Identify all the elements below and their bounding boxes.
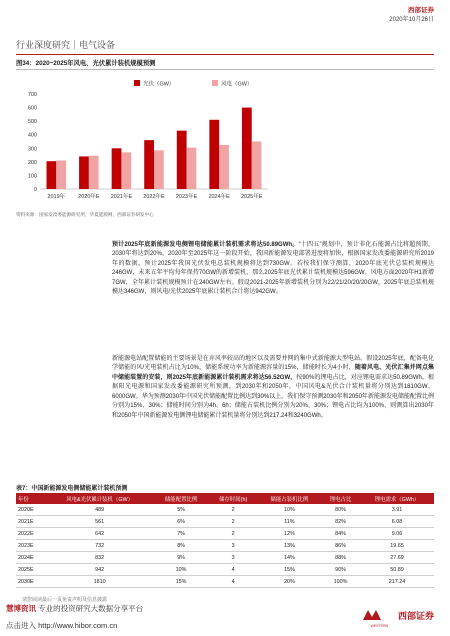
table-cell: 2020E [16,504,46,516]
table-cell: 90% [321,564,360,576]
logo-text: 西部证券 [397,611,434,621]
bar-wind-0 [56,161,66,190]
table-cell: 50.89 [360,564,434,576]
brand-header: 西部证券 [408,7,434,14]
bar-wind-6 [252,142,262,190]
p2-run-0: 新能源电站配置储能的主要场景是在弃风率较高的地区以及需要并网的集中式新能源大型电站。假设2025年底，配备电化学储能的风/光电装机占比为10%，储能系统功率为新能源容量的15%，储能时长为4小时， [112,356,434,372]
bar-pv-6 [242,108,252,189]
bar-pv-5 [209,120,219,189]
table-header-cell: 储能配置比例 [153,493,208,504]
table-cell: 2024E [16,552,46,564]
p2-run-2: 按90%的锂电占比，对应锂电需求达50.89GWh。根据阳光电源和国家发改委能源研究所预测，到2030年和2050年，中国风电&光伏合计装机量将分别达到1810GW、6000GW。华为预测2030年中国光伏储能配置比例达到30%以上，我们保守预测2030年和2050年新能源发电储能配置比例分别为15%、30%；储能时间分别为4h、6h；储能占装机比例分别为20%、30%；锂电占比均为100%，则测算出2030年和2050年中国新能源发电侧锂电储能累计装机量将分别达到217.24和3240GWh。 [112,374,434,419]
table-cell: 84% [321,528,360,540]
table-cell: 6% [153,516,208,528]
table-cell: 4 [209,564,258,576]
y-tick-label: 400 [27,132,37,139]
table-row [16,528,434,540]
table-cell: 5% [153,504,208,516]
footer-link[interactable]: 点击进入 http://www.hibor.com.cn [6,621,118,630]
table-cell: 14% [258,552,321,564]
bar-pv-3 [144,140,154,189]
capacity-bar-chart [16,72,276,210]
table-cell: 82% [321,516,360,528]
table-cell: 10% [153,564,208,576]
table-cell: 86% [321,540,360,552]
table-cell: 2030E [16,576,46,588]
footer-brand: 慧博资讯 [6,604,36,613]
disclaimer-note: 请您阅读最后一页免责声明及信息披露 [22,597,108,603]
bar-pv-4 [177,131,187,189]
table-header-cell: 风电&光伏累计装机（GW） [46,493,154,504]
footer-banner [6,603,143,614]
table-cell: 3.91 [360,504,434,516]
bar-pv-0 [47,161,57,189]
storage-forecast-table [16,493,434,588]
y-tick-label: 700 [27,92,37,98]
table-cell: 8% [153,540,208,552]
figure-title: 图34：2020~2025年风电、光伏累计装机规模预测 [16,58,434,70]
x-tick-label: 2023年E [175,194,198,200]
table-cell: 12% [258,528,321,540]
logo-subtext: WESTERN [370,624,388,628]
legend-label-1: 风电（GW） [221,81,253,88]
bar-wind-4 [187,148,197,189]
bar-wind-3 [154,150,164,189]
legend-swatch-0 [134,80,140,86]
table-title: 表7：中国新能源发电侧储能累计装机预测 [16,486,128,492]
y-tick-label: 100 [27,173,37,180]
table-cell: 20% [258,576,321,588]
paragraph-storage-scenario [112,355,434,421]
table-header-cell: 储能占装机比例 [258,493,321,504]
table-row [16,540,434,552]
x-tick-label: 2022年E [143,194,165,200]
table-body [16,504,434,588]
table-cell: 2 [209,504,258,516]
bar-pv-2 [112,148,122,189]
p1-run-0: 预计2025年底新能源发电侧锂电储能累计装机需求将达50.89GWh。 [112,242,299,248]
table-cell: 13% [258,540,321,552]
table-cell: 80% [321,504,360,516]
table-cell: 9.06 [360,528,434,540]
paragraph-storage-demand [112,241,434,298]
x-tick-label: 2021年E [110,194,133,200]
table-cell: 489 [46,504,154,516]
y-tick-label: 200 [27,159,37,166]
table-cell: 2022E [16,528,46,540]
table-row [16,504,434,516]
table-cell: 2021E [16,516,46,528]
table-cell: 2023E [16,540,46,552]
y-tick-label: 0 [33,187,37,193]
table-cell: 561 [46,516,154,528]
table-row [16,552,434,564]
p2-run-1: 随着风电、光伏汇集并网点集中储能装置的安装，则2025年底新能源累计装机需求将达56.52GW， [112,365,434,381]
table-cell: 4 [209,576,258,588]
table-cell: 15% [258,564,321,576]
table-cell: 732 [46,540,154,552]
table-cell: 27.69 [360,552,434,564]
table-cell: 19.65 [360,540,434,552]
table-cell: 2 [209,516,258,528]
legend-label-0: 光伏（GW） [143,81,175,88]
table-cell: 217.24 [360,576,434,588]
report-date: 2020年10月26日 [389,17,434,23]
table-cell: 1810 [46,576,154,588]
western-logo-icon [362,608,382,622]
table-header-cell: 锂电需求（GWh） [360,493,434,504]
legend-swatch-1 [212,80,218,86]
y-tick-label: 300 [27,146,37,153]
table-cell: 100% [321,576,360,588]
table-cell: 2 [209,528,258,540]
section-title: 行业深度研究｜电气设备 [16,40,116,50]
table-cell: 642 [46,528,154,540]
table-row [16,564,434,576]
bar-wind-2 [121,152,131,189]
table-header-cell: 锂电占比 [321,493,360,504]
table-row [16,516,434,528]
bar-wind-5 [219,145,229,189]
x-tick-label: 2025年E [241,194,263,200]
bar-pv-1 [79,156,89,189]
bar-wind-1 [89,156,99,189]
y-tick-label: 600 [27,105,37,112]
table-cell: 832 [46,552,154,564]
x-tick-label: 2024年E [208,194,230,200]
header-divider [16,54,434,55]
table-cell: 3 [209,540,258,552]
table-header-row [16,493,434,504]
p1-run-1: “十四五”规划中，预计非化石能源占比将超预期，2030年将达到20%。2020年至2025年这一阶段开始，我国新能源发电部署进度将加快，根据国家发改委能源研究所2019年的数据，预计2025年我国光伏发电总装机规模将达到730GW。若按我们保守测算，2020年底光伏总装机规模达246GW，未来五年平均每年保持70GW的新增装机，那么2025年底光伏累计装机规模达596GW。风电方面2020年H1新增7GW，全年累计装机规模预计在240GW左右。假设2021-2025年新增装机分别为22/21/20/20/20GW，2025年底总装机规模达346GW，则风电/光伏2025年底累计装机合计将达942GW。 [112,242,435,296]
x-tick-label: 2019年 [47,194,66,200]
table-header-cell: 储存时间(h) [209,493,258,504]
table-cell: 3 [209,552,258,564]
footer-tagline: 专业的投资研究大数据分享平台 [38,604,144,613]
table-cell: 11% [258,516,321,528]
table-cell: 9% [153,552,208,564]
figure-source: 资料来源：国家发改委能源研究所，华夏能源网，西部证券研发中心 [16,212,154,217]
table-cell: 88% [321,552,360,564]
table-cell: 942 [46,564,154,576]
table-cell: 2025E [16,564,46,576]
y-tick-label: 500 [27,119,37,126]
table-cell: 15% [153,576,208,588]
table-row [16,576,434,588]
table-cell: 10% [258,504,321,516]
table-cell: 6.08 [360,516,434,528]
table-cell: 7% [153,528,208,540]
x-tick-label: 2020年E [78,194,100,200]
table-header-cell: 年份 [16,493,46,504]
